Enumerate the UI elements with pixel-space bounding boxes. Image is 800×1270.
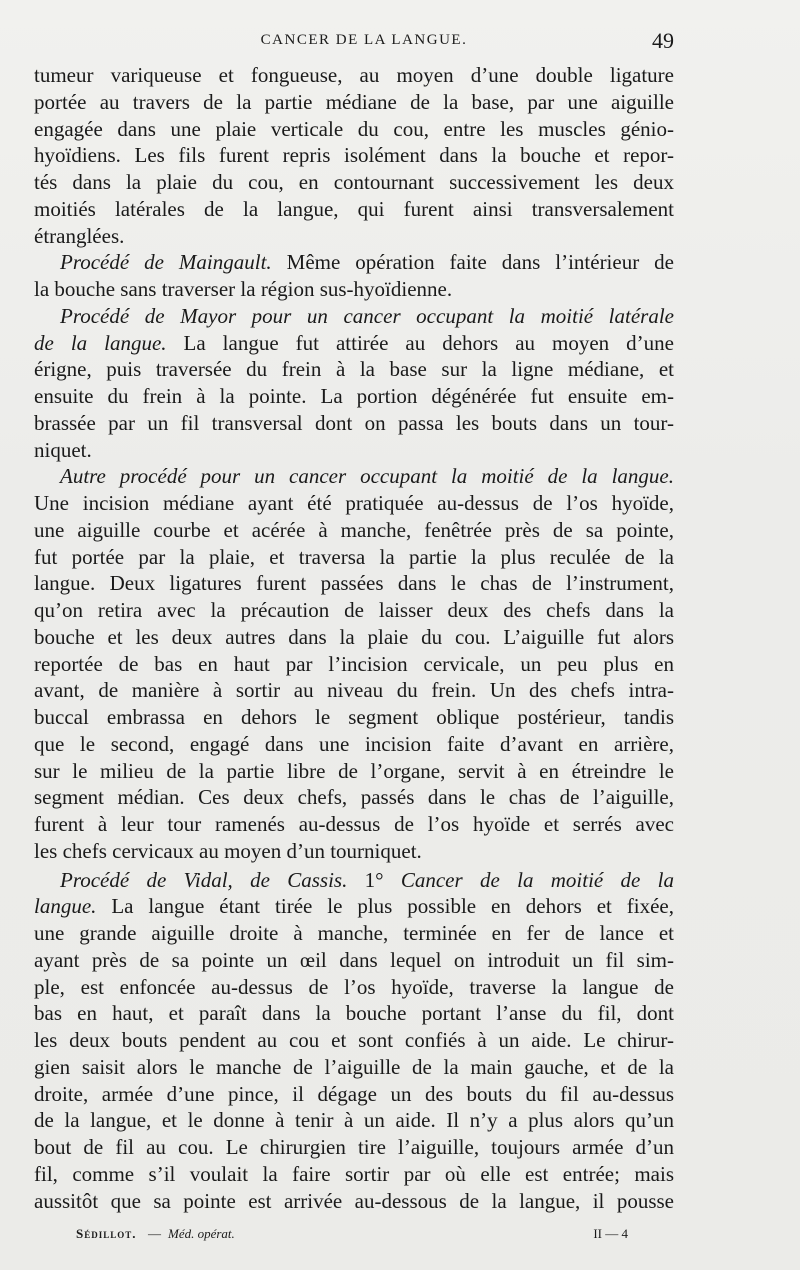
text-line [34,62,674,89]
text-line [34,169,674,196]
text-run: aussitôt que sa pointe est arrivée au-dessous de la langue, il pousse [34,1188,674,1213]
text-line [34,677,674,704]
text-run: gien saisit alors le manche de l’aiguille de la main gauche, et de la [34,1054,674,1079]
text-line [34,410,674,437]
text-line [34,974,674,1001]
running-head [34,30,674,54]
text-run: la bouche sans traverser la région sus-hyoïdienne. [34,277,453,301]
text-run: les chefs cervicaux au moyen d’un tourniquet. [34,838,422,863]
text-run: sur le milieu de la partie libre de l’organe, servit à en étreindre le [34,758,674,783]
procedure-heading: Autre procédé pour un cancer occupant la moitié de la langue. [60,464,674,489]
text-run: de la langue, et le donne à tenir à un aide. Il n’y a plus alors qu’un [34,1108,674,1133]
text-line [34,463,674,490]
text-run: La langue étant tirée le plus possible en dehors et fixée, [96,894,674,919]
text-line [34,196,674,223]
text-run: bouche et les deux autres dans la plaie du cou. L’aiguille fut alors [34,624,674,649]
text-run: ensuite du frein à la pointe. La portion dégénérée fut ensuite em- [34,384,674,408]
text-line [34,651,674,678]
footer-author: Sédillot. [76,1226,137,1241]
text-run: furent à leur tour ramenés au-dessus de l’os hyoïde et serrés avec [34,812,674,836]
text-line [34,249,674,276]
text-run: une aiguille courbe et acérée à manche, fenêtrée près de sa pointe, [34,517,674,542]
text-run: avant, de manière à sortir au niveau du frein. Un des chefs intra- [34,678,674,703]
text-line [34,758,674,785]
text-run: ple, est enfoncée au-dessus de l’os hyoïde, traverse la langue de [34,974,674,999]
text-line [34,89,674,116]
text-run: La langue fut attirée au dehors au moyen d’une [166,330,674,355]
text-run: Une incision médiane ayant été pratiquée au-dessus de l’os hyoïde, [34,491,674,515]
text-run: reportée de bas en haut par l’incision cervicale, un peu plus en [34,651,674,676]
text-line [34,867,674,894]
text-line [34,223,674,250]
procedure-heading: de la langue. [34,330,167,355]
text-run: engagée dans une plaie verticale du cou, entre les muscles génio- [34,116,674,141]
text-line [34,276,674,303]
text-run: brassée par un fil transversal dont on passa les bouts dans un tour- [34,410,674,435]
text-run: ayant près de sa pointe un œil dans lequel on introduit un fil sim- [34,947,674,972]
text-run: les deux bouts pendent au cou et sont confiés à un aide. Le chirur- [34,1028,674,1052]
text-line [34,1107,674,1134]
text-line [34,1027,674,1054]
text-line [34,784,674,811]
text-run: fut portée par la plaie, et traversa la partie la plus reculée de la [34,544,674,569]
text-run: langue. [34,894,97,919]
text-line [34,947,674,974]
text-run: droite, armée d’une pince, il dégage un des bouts du fil au-dessus [34,1081,674,1106]
text-line [34,490,674,517]
procedure-heading: Procédé de Maingault. [60,250,272,275]
text-line [34,731,674,758]
page-number: 49 [652,28,674,53]
text-run: fil, comme s’il voulait la faire sortir par où elle est entrée; mais [34,1161,674,1186]
text-run: hyoïdiens. Les fils furent repris isolément dans la bouche et repor- [34,143,674,168]
text-line [34,1054,674,1081]
text-line [34,303,674,330]
text-line [34,893,674,920]
text-run: Cancer de la moitié de la [400,867,675,892]
text-run: bout de fil au cou. Le chirurgien tire l’aiguille, toujours armée d’un [34,1135,674,1159]
text-line [34,437,674,464]
text-line [34,356,674,383]
text-run: que le second, engagé dans une incision faite d’avant en arrière, [34,731,674,756]
text-line [34,1000,674,1027]
text-line [34,811,674,838]
text-line [34,624,674,651]
page-footer [34,1224,674,1246]
text-run: niquet. [34,437,92,462]
footer-work-title: Méd. opérat. [168,1226,235,1241]
text-run: langue. Deux ligatures furent passées dans le chas de l’instrument, [34,571,674,596]
text-run: qu’on retira avec la précaution de laisser deux des chefs dans la [34,598,674,622]
text-line [34,597,674,624]
text-run: moitiés latérales de la langue, qui furent ainsi transversalement [34,196,674,221]
text-line [34,1188,674,1215]
text-line [34,544,674,571]
text-line [34,838,674,865]
procedure-heading: Procédé de Mayor pour un cancer occupant la moitié latérale [60,303,674,328]
text-line [34,1161,674,1188]
footer-signature: II — 4 [593,1226,628,1241]
text-run: segment médian. Ces deux chefs, passés dans le chas de l’aiguille, [34,785,674,810]
text-run: tés dans la plaie du cou, en contournant successivement les deux [34,170,674,194]
text-run: une grande aiguille droite à manche, terminée en fer de lance et [34,921,674,945]
text-line [34,920,674,947]
text-line [34,704,674,731]
text-line [34,116,674,143]
text-run: 1° [347,867,401,892]
text-line [34,383,674,410]
text-run: portée au travers de la partie médiane de la base, par une aiguille [34,89,674,114]
text-line [34,570,674,597]
footer-separator: — [148,1226,161,1241]
running-title: CANCER DE LA LANGUE. [260,32,468,48]
text-run: tumeur variqueuse et fongueuse, au moyen d’une double ligature [34,63,674,87]
text-line [34,142,674,169]
text-line [34,517,674,544]
text-run: Même opération faite dans l’intérieur de [271,250,674,275]
text-line [34,1134,674,1161]
text-line [34,1081,674,1108]
body-text [34,62,674,1214]
text-line [34,330,674,357]
procedure-heading: Procédé de Vidal, de Cassis. [60,867,348,892]
text-run: érigne, puis traversée du frein à la base sur la ligne médiane, et [34,357,674,382]
text-run: étranglées. [34,223,125,248]
text-run: bas en haut, et paraît dans la bouche portant l’anse du fil, dont [34,1001,674,1026]
text-run: buccal embrassa en dehors le segment oblique postérieur, tandis [34,705,674,729]
